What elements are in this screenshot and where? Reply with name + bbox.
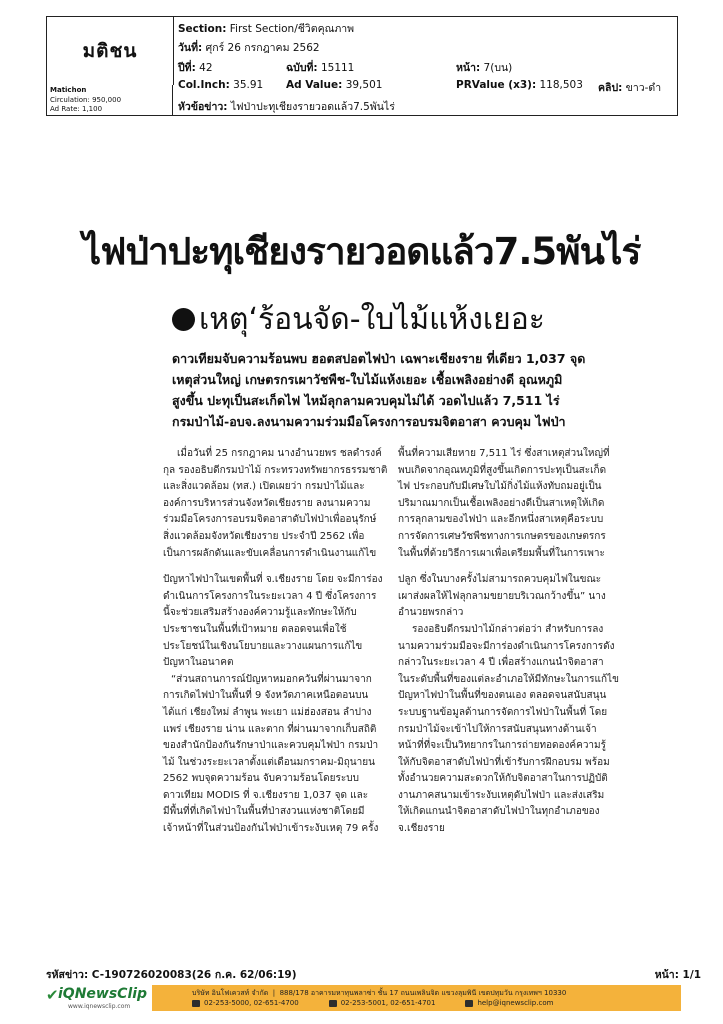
ad-value-value: 39,501: [345, 79, 383, 91]
news-reference-code: รหัสข่าว: C-190726020083(26 ก.ค. 62/06:19): [46, 969, 297, 981]
issue-row: [286, 59, 354, 76]
contact-details: [192, 999, 553, 1007]
body-line: 2562 พบจุดความร้อน จับความร้อนโดยระบบ: [163, 773, 359, 785]
ad-rate-label: Ad Rate:: [50, 105, 80, 113]
body-line: การเกิดไฟป่าในพื้นที่ 9 จังหวัดภาคเหนือตอนบน: [163, 690, 369, 702]
section-row: [178, 20, 354, 37]
issue-label: ฉบับที่:: [286, 62, 318, 74]
body-line: เผาส่งผลให้ไฟลุกลามขยายบริเวณกว้างขึ้น” นาง: [398, 590, 606, 602]
body-line: นามความร่วมมือจะมีการ่องดำเนินการโครงการดัง: [398, 640, 615, 652]
phone-contact: [192, 999, 299, 1007]
body-line: ให้เกิดแกนนำจิตอาสาดับไฟป่าในทุกอำเภอของ: [398, 806, 600, 818]
company-address-line: บริษัท อินโฟเควสท์ จำกัด | 888/178 อาคารมหาทุนพลาซ่า ชั้น 17 ถนนเพลินจิต แขวงลุมพินี เขตปทุมวัน กรุงเทพฯ 10330: [192, 989, 567, 997]
issue-value: 15111: [320, 62, 355, 74]
deck-line: กรมป่าไม้-อบจ.ลงนามความร่วมมือโครงการอบรมจิตอาสา ควบคุม ไฟป่า: [172, 414, 566, 429]
circulation-value: 950,000: [92, 95, 122, 104]
email-contact[interactable]: [465, 999, 553, 1007]
pr-value-row: [456, 79, 583, 91]
body-line: ระบบฐานข้อมูลด้านการจัดการไฟป่าในพื้นที่ โดย: [398, 706, 608, 718]
iqnewsclip-logo: [46, 985, 152, 1011]
article-headline: ไฟป่าปะทุเชียงรายวอดแล้ว7.5พันไร่: [82, 230, 641, 273]
brand-url: www.iqnewsclip.com: [68, 1003, 131, 1010]
body-line: ดาวเทียม MODIS ที่ จ.เชียงราย 1,037 จุด และ: [163, 789, 369, 801]
pr-value-label: PRValue (x3):: [456, 79, 537, 91]
circulation-label: Circulation:: [50, 95, 90, 104]
body-line: กรมป่าไม้จะเข้าไปให้การสนับสนุนทางด้านเจ้า: [398, 723, 597, 735]
email-address[interactable]: help@iqnewsclip.com: [477, 999, 554, 1007]
subhead-text: เหตุ‘ร้อนจัด-ใบไม้แห้งเยอะ: [199, 302, 545, 337]
phone-number: 02-253-5000, 02-651-4700: [204, 999, 299, 1007]
body-line: ร่วมมือโครงการอบรมจิตอาสาดับไฟป่าเพื่ออนุรักษ์: [163, 514, 377, 526]
email-icon: [465, 1000, 473, 1007]
body-line: หน้าที่ที่จะเป็นวิทยากรในการถ่ายทอดองค์ความรู้: [398, 740, 607, 752]
page-row: [456, 59, 512, 76]
body-line: แพร่ เชียงราย น่าน และตาก ที่ผ่านมาจากเก็บสถิติ: [163, 723, 377, 735]
body-line: สิ่งแวดล้อมจังหวัดเชียงราย ประจำปี 2562 เพื่อ: [163, 530, 365, 542]
brand-name: iQNewsClip: [58, 986, 148, 1002]
year-row: [178, 59, 213, 76]
topic-value: ไฟป่าปะทุเชียงรายวอดแล้ว7.5พันไร่: [230, 101, 395, 113]
body-line: เมื่อวันที่ 25 กรกฎาคม นางอำนวยพร ชลดำรงค์: [177, 448, 382, 459]
section-value: First Section/ชีวิตคุณภาพ: [229, 23, 355, 35]
ad-value-row: [286, 79, 382, 91]
body-line: ปลูก ซึ่งในบางครั้งไม่สามารถควบคุมไฟในขณะ: [398, 574, 602, 586]
clip-label: คลิป:: [598, 82, 623, 94]
body-line: “ส่วนสถานการณ์ปัญหาหมอกควันที่ผ่านมาจาก: [171, 673, 372, 685]
article-column-right: [398, 446, 623, 838]
deck-line: เหตุส่วนใหญ่ เกษตรกรเผาวัชพืช-ใบไม้แห้งเยอะ เชื้อเพลิงอย่างดี อุณหภูมิ: [172, 372, 563, 387]
page-counter: หน้า: 1/1: [654, 969, 701, 981]
bullet-icon: [172, 308, 195, 331]
body-line: และสิ่งแวดล้อม (ทส.) เปิดเผยว่า กรมป่าไม้และ: [163, 481, 365, 493]
body-line: ประชาชนในพื้นที่เป้าหมาย ตลอดจนเพื่อใช้: [163, 623, 347, 635]
date-row: [178, 39, 320, 56]
body-line: ปัญหาไฟป่าในเขตพื้นที่ จ.เชียงราย โดย จะมีการ่อง: [163, 574, 383, 586]
pr-value-value: 118,503: [539, 79, 583, 91]
body-line: เจ้าหน้าที่ในส่วนป้องกันไฟป่าเข้าระงับเหตุ 79 ครั้ง: [163, 823, 379, 835]
page-label: หน้า:: [456, 62, 481, 74]
body-line: นี้จะช่วยเสริมสร้างองค์ความรู้และทักษะให้กับ: [163, 607, 357, 619]
topic-label: หัวข้อข่าว:: [178, 101, 228, 113]
col-inch-label: Col.Inch:: [178, 79, 230, 91]
year-value: 42: [199, 62, 213, 74]
clip-row: [598, 79, 661, 96]
year-label: ปีที่:: [178, 62, 196, 74]
body-line: มีพื้นที่ที่เกิดไฟป่าในพื้นที่ป่าสงวนแห่งชาติโดยมี: [163, 806, 365, 818]
company-name: บริษัท อินโฟเควสท์ จำกัด: [192, 989, 269, 997]
deck-line: ดาวเทียมจับความร้อนพบ ฮอตสปอตไฟป่า เฉพาะเชียงราย ที่เดียว 1,037 จุด: [172, 351, 586, 366]
body-line: ได้แก่ เชียงใหม่ ลำพูน พะเยา แม่ฮ่องสอน ลำปาง: [163, 706, 372, 718]
ad-rate-value: 1,100: [81, 105, 103, 113]
clipping-info: [178, 17, 677, 116]
body-line: ปัญหาไฟป่าในพื้นที่ของตนเอง ตลอดจนสนับสนุน: [398, 690, 607, 702]
company-address: 888/178 อาคารมหาทุนพลาซ่า ชั้น 17 ถนนเพลินจิต แขวงลุมพินี เขตปทุมวัน กรุงเทพฯ 10330: [279, 989, 567, 997]
ad-value-label: Ad Value:: [286, 79, 343, 91]
fax-icon: [329, 1000, 337, 1007]
body-line: ให้กับจิตอาสาดับไฟป่าที่เข้ารับการฝึกอบรม พร้อม: [398, 756, 610, 768]
body-line: ของสำนักป้องกันรักษาป่าและควบคุมไฟป่า กรมป่า: [163, 740, 379, 752]
body-line: เป็นการผลักดันและขับเคลื่อนการดำเนินงานแก้ไข: [163, 547, 377, 559]
body-line: ทั้งอำนวยความสะดวกให้กับจิตอาสาในการปฏิบัติ: [398, 773, 608, 785]
body-line: ประโยชน์ในเชิงนโยบายและวางแผนการแก้ไข: [163, 640, 363, 652]
body-line: การลุกลามของไฟป่า และอีกหนึ่งสาเหตุคือระบบ: [398, 514, 604, 526]
date-label: วันที่:: [178, 42, 203, 54]
body-line: ในระดับพื้นที่ของแต่ละอำเภอให้มีทักษะในการแก้ไข: [398, 673, 619, 685]
publication-name: Matichon: [50, 86, 87, 94]
body-line: งานภาคสนามเข้าระงับเหตุดับไฟป่า และส่งเสริม: [398, 789, 605, 801]
col-inch-value: 35.91: [233, 79, 264, 91]
provider-footer: [46, 985, 681, 1011]
clip-value: ขาว-ดำ: [625, 82, 662, 94]
deck-line: สูงขึ้น ปะทุเป็นสะเก็ดไฟ ไหม้ลุกลามควบคุมไม่ได้ วอดไปแล้ว 7,511 ไร่: [172, 393, 560, 408]
body-line: พื้นที่ความเสียหาย 7,511 ไร่ ซึ่งสาเหตุส่วนใหญ่ที่: [398, 448, 610, 459]
body-line: ปัญหาในอนาคต: [163, 657, 234, 669]
body-line: องค์การบริหารส่วนจังหวัดเชียงราย ลงนามความ: [163, 497, 371, 509]
page-value: 7(บน): [483, 62, 513, 74]
body-line: พบเกิดจากอุณหภูมิที่สูงขึ้นเกิดการปะทุเป็นสะเก็ด: [398, 464, 607, 476]
fax-contact: [329, 999, 436, 1007]
phone-icon: [192, 1000, 200, 1007]
brand-check-icon: ✔: [46, 986, 59, 1004]
col-inch-row: [178, 79, 263, 91]
body-line: ปริมาณมากเป็นเชื้อเพลิงอย่างดีเป็นสาเหตุให้เกิด: [398, 497, 605, 509]
section-label: Section:: [178, 23, 227, 35]
contact-strip: [152, 985, 681, 1011]
date-value: ศุกร์ 26 กรกฎาคม 2562: [205, 42, 320, 54]
topic-row: [178, 98, 395, 115]
article-subhead: [172, 296, 545, 343]
body-line: ดำเนินการโครงการในระยะเวลา 4 ปี ซึ่งโครงการ: [163, 590, 377, 602]
body-line: ในพื้นที่ด้วยวิธีการเผาเพื่อเตรียมพื้นที่ในการเพาะ: [398, 547, 605, 559]
publication-stats: [47, 85, 173, 116]
body-line: กล่าวในระยะเวลา 4 ปี เพื่อสร้างแกนนำจิตอาสา: [398, 657, 604, 669]
body-line: อำนวยพรกล่าว: [398, 607, 464, 619]
article-deck: [172, 348, 680, 432]
body-line: ไม้ ในช่วงระยะเวลาตั้งแต่เดือนมกราคม-มิถุนายน: [163, 756, 375, 768]
clipping-header: [46, 16, 678, 116]
logo-text: มติชน: [82, 40, 138, 62]
body-line: กุล รองอธิบดีกรมป่าไม้ กระทรวงทรัพยากรธรรมชาติ: [163, 464, 388, 476]
body-line: รองอธิบดีกรมป่าไม้กล่าวต่อว่า สำหรับการลง: [412, 623, 604, 635]
article-column-left: [163, 446, 388, 838]
body-line: การจัดการเศษวัชพืชทางการเกษตรของเกษตรกร: [398, 530, 606, 542]
body-line: ไฟ ประกอบกับมีเศษใบไม้กิ่งไม้แห้งทับถมอยู่เป็น: [398, 481, 602, 493]
publication-logo: [47, 17, 174, 85]
body-line: จ.เชียงราย: [398, 823, 445, 835]
fax-number: 02-253-5001, 02-651-4701: [340, 999, 436, 1007]
